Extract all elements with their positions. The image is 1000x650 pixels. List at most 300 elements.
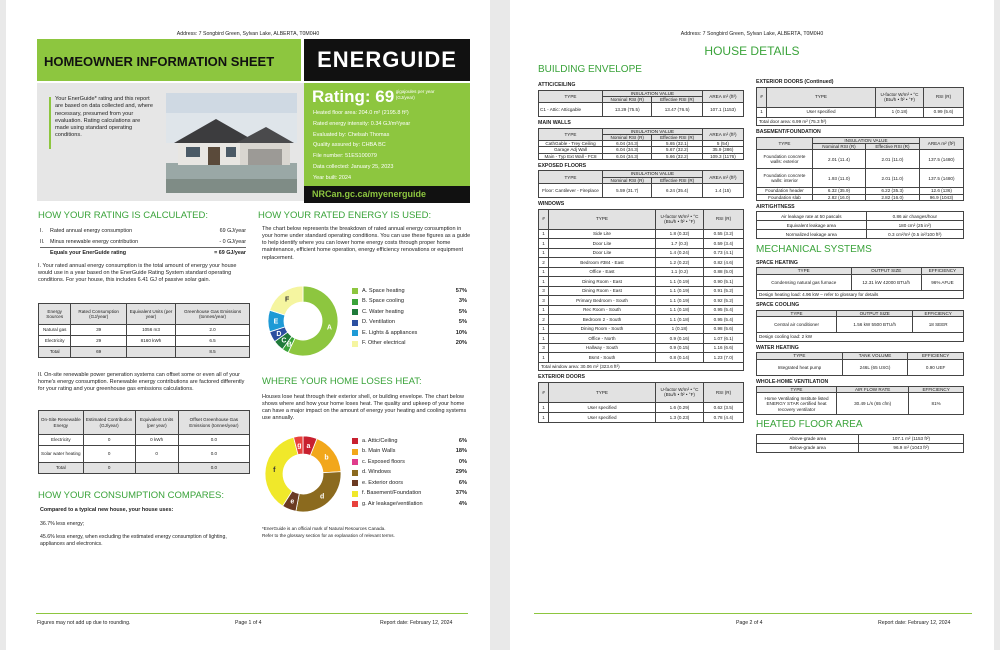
cell: 0.62 (3.5)	[704, 402, 744, 412]
space-cooling-section: SPACE COOLING	[756, 302, 800, 309]
window-row	[539, 305, 744, 315]
footer-date: Report date: February 12, 2024	[878, 620, 951, 626]
footer-rule	[36, 613, 468, 614]
legend-label: F. Other electrical	[362, 340, 406, 347]
detail-file-number: File number: 51ES100079	[313, 153, 377, 160]
page-2	[510, 0, 994, 650]
cell: 12.6 (136)	[919, 188, 963, 194]
th-rsi: RSI (R)	[704, 209, 744, 229]
cell: Hallway - South	[549, 343, 656, 353]
ventilation-table	[756, 386, 964, 415]
cooling-load-note: Design cooling load: 2 kW	[756, 333, 964, 342]
legend-swatch	[352, 449, 358, 455]
calc-text: Minus renewable energy contribution	[50, 238, 139, 245]
legend-item	[352, 307, 467, 318]
cell: 1	[539, 239, 549, 249]
cell: 0.95 (5.4)	[704, 315, 744, 325]
energy-use-donut	[260, 283, 356, 359]
legend-label: A. Space heating	[362, 287, 405, 294]
legend-label: b. Main Walls	[362, 448, 396, 455]
detail-data-collected: Data collected: January 25, 2023	[313, 163, 394, 170]
cell: 1.16 (6.6)	[704, 343, 744, 353]
space-cooling-table	[756, 310, 964, 333]
th-type: TYPE	[539, 90, 603, 103]
legend-label: d. Windows	[362, 469, 391, 476]
cell: 6.32 (35.9)	[813, 188, 866, 194]
th-estimated: Estimated Contribution (GJ/year)	[83, 411, 135, 435]
cell: Foundation concrete walls: interior	[757, 169, 813, 188]
footer-page: Page 2 of 4	[736, 620, 763, 626]
cell: 29	[71, 336, 127, 347]
glossary-note: Refer to the glossary section for an explanation of relevant terms.	[262, 533, 395, 538]
footer-rounding: Figures may not add up due to rounding.	[37, 620, 131, 626]
cell: 0.90 UEF	[908, 359, 964, 375]
cell: Below-grade area	[757, 443, 859, 452]
cell: 0.3 cm²/m² (0.5 in²/100 ft²)	[866, 230, 963, 239]
calc-num: II.	[40, 238, 45, 245]
cell: 1	[539, 248, 549, 258]
th-type: TYPE	[539, 128, 603, 141]
cell: 1	[539, 402, 549, 412]
cell: 109.3 (1176)	[702, 153, 743, 159]
legend-item	[352, 297, 467, 308]
th-output: OUTPUT SIZE	[851, 268, 921, 274]
cell: Central air conditioner	[757, 317, 837, 333]
th-onsite: On-Site Renewable Energy	[39, 411, 84, 435]
th-type: TYPE	[757, 353, 843, 359]
calc-text: Rated annual energy consumption	[50, 228, 133, 234]
cell: 0.91 (5.2)	[704, 286, 744, 296]
cell: Side Lite	[549, 229, 656, 239]
cell: Foundation concrete walls: exterior	[757, 150, 813, 169]
cell: 1.1 (0.18)	[656, 315, 704, 325]
cell: Rec Room - South	[549, 305, 656, 315]
table-row	[757, 230, 964, 239]
cell: 137.5 (1480)	[919, 169, 963, 188]
legend-item	[352, 457, 467, 468]
cell: 1.2 (0.22)	[656, 258, 704, 268]
cell: 2.82 (16.0)	[813, 194, 866, 200]
legend-swatch	[352, 491, 358, 497]
cell: 0.98 (5.6)	[704, 324, 744, 334]
house-photo	[166, 93, 297, 193]
used-para: The chart below represents the breakdown of rated annual energy consumption in your home under standard operating conditions. You can use these figures as a guide to help identify where you can lower home energy costs through proper home maintenance, efficient home operation, energy efficiency renovations or equipment replacement.	[262, 226, 471, 261]
cell: Natural gas	[39, 325, 71, 336]
window-row	[539, 267, 744, 277]
energuide-logo: ENERGUIDE	[304, 39, 470, 81]
heat-loss-legend	[352, 436, 467, 510]
legend-swatch	[352, 480, 358, 486]
th-num: #	[757, 87, 767, 107]
legend-value: 0%	[458, 458, 467, 465]
th-output: OUTPUT SIZE	[837, 310, 913, 316]
legend-value: 37%	[455, 490, 467, 497]
cell: 3	[539, 296, 549, 306]
legend-swatch	[352, 299, 358, 305]
th-ufactor: U-factor W/m² • °C (Btu/h • ft² • °F)	[656, 209, 704, 229]
cell: Office - North	[549, 334, 656, 344]
legend-value: 4%	[458, 500, 467, 507]
legend-item	[352, 436, 467, 447]
th-energy-sources: Energy Sources	[39, 304, 71, 325]
detail-year-built: Year built: 2024	[313, 174, 352, 181]
table-row	[539, 184, 744, 198]
window-row	[539, 343, 744, 353]
cell: 1.1 (0.19)	[656, 286, 704, 296]
calc-para-1: I. Your rated annual energy consumption is the total amount of energy your house would use in a year based on the EnerGuide Rating System standard operating conditions. For your house, this includes 6.41 GJ of passive solar gain.	[38, 263, 237, 284]
basement-section: BASEMENT/FOUNDATION	[756, 129, 821, 136]
window-row	[539, 239, 744, 249]
doors-continued-table	[756, 87, 964, 118]
cell: 1.1 (0.19)	[656, 296, 704, 306]
legend-value: 5%	[458, 308, 467, 315]
th-insulation: INSULATION VALUE	[603, 90, 703, 96]
donut-label-a: a	[306, 443, 311, 451]
windows-table	[538, 209, 744, 363]
cell: Equivalent leakage area	[757, 221, 867, 230]
table-row	[539, 412, 744, 422]
cell: 3	[539, 286, 549, 296]
legend-swatch	[352, 470, 358, 476]
calc-lines	[40, 226, 246, 259]
donut-label-C: C	[281, 337, 287, 345]
cell: 0.82 (4.6)	[704, 258, 744, 268]
windows-total: Total window area: 30.06 m² (323.6 ft²)	[538, 363, 744, 372]
doors-section: EXTERIOR DOORS	[538, 374, 585, 381]
cell: 96.9 (1043)	[919, 194, 963, 200]
donut-label-F: F	[284, 296, 290, 304]
cell	[135, 463, 178, 474]
cell: 180 cm² (25 in²)	[866, 221, 963, 230]
calc-val: - 0 GJ/year	[219, 238, 246, 245]
cell: 0.95 (5.4)	[704, 305, 744, 315]
ventilation-section: WHOLE-HOME VENTILATION	[756, 378, 829, 385]
cell: 96% AFUE	[921, 274, 963, 290]
cell: Air leakage rate at 50 pascals	[757, 212, 867, 221]
cell: 1 (0.18)	[876, 107, 924, 117]
cell: C1 - Attic: Atticgable	[539, 103, 603, 117]
intro-text: Your EnerGuide* rating and this report are based on data collected and, where necessary, presumed from your evaluation. Rating calculations are made using standard operating conditions.	[55, 96, 153, 139]
cell: 0.99 (5.6)	[924, 107, 964, 117]
cell: 1.93 (11.0)	[813, 169, 866, 188]
cell: 3	[539, 343, 549, 353]
rating-unit: gigajoules per year (GJ/year)	[395, 89, 435, 100]
cell: CathGable - Trey Ceiling	[539, 141, 603, 147]
cell: 1.1 (0.19)	[656, 277, 704, 287]
cell: 2.01 (11.0)	[865, 169, 919, 188]
th-efficiency: EFFICIENCY	[921, 268, 963, 274]
legend-value: 6%	[458, 479, 467, 486]
cell: 0.86 air changes/hour	[866, 212, 963, 221]
cell: 5.59 (31.7)	[603, 184, 652, 198]
legend-item	[352, 468, 467, 479]
calc-val: = 69 GJ/year	[214, 250, 246, 256]
th-offset: Offset Greenhouse Gas Emissions (tonnes/year)	[178, 411, 249, 435]
th-efficiency: EFFICIENCY	[913, 310, 964, 316]
cell: 246L (65 USG)	[842, 359, 907, 375]
cell: 1	[539, 277, 549, 287]
cell: Door Lite	[549, 239, 656, 249]
space-heating-table	[756, 267, 964, 290]
cell: Condensing natural gas furnace	[757, 274, 852, 290]
th-insulation: INSULATION VALUE	[603, 128, 703, 134]
cell: 5.65 (32.1)	[652, 141, 702, 147]
legend-item	[352, 286, 467, 297]
legend-label: B. Space cooling	[362, 298, 404, 305]
cell: User specified	[549, 412, 656, 422]
th-type: TYPE	[549, 209, 656, 229]
legend-item	[352, 328, 467, 339]
cell: 81%	[909, 393, 964, 415]
donut-label-e: e	[290, 498, 295, 506]
legend-item	[352, 318, 467, 329]
th-type: TYPE	[539, 171, 603, 184]
footer-date: Report date: February 12, 2024	[380, 620, 453, 626]
table-row	[757, 359, 964, 375]
walls-table	[538, 128, 744, 160]
table-row	[757, 274, 964, 290]
trademark-note: *EnerGuide is an official mark of Natural Resources Canada.	[262, 526, 386, 531]
mechanical-title: MECHANICAL SYSTEMS	[756, 244, 872, 256]
cell: 0.0	[178, 446, 249, 463]
compare-title: HOW YOUR CONSUMPTION COMPARES:	[38, 490, 224, 501]
cell: 1.07 (6.1)	[704, 334, 744, 344]
th-nominal: Nominal RSI (R)	[603, 134, 652, 140]
calc-text: Equals your EnerGuide rating	[50, 250, 127, 256]
basement-table	[756, 137, 964, 201]
legend-swatch	[352, 330, 358, 336]
cell: 1.4 (15)	[702, 184, 743, 198]
rating-details	[313, 108, 410, 184]
address: Address: 7 Songbird Green, Sylvan Lake, ALBERTA, T0M0H0	[176, 31, 320, 37]
legend-value: 10%	[455, 329, 467, 336]
th-nominal: Nominal RSI (R)	[603, 177, 652, 183]
legend-swatch	[352, 288, 358, 294]
intro-accent	[49, 97, 51, 149]
cell: Primary Bedroom - South	[549, 296, 656, 306]
legend-item	[352, 499, 467, 510]
cell: Bsmt - South	[549, 353, 656, 363]
detail-intensity: Rated energy intensity: 0.34 GJ/m²/year	[313, 120, 411, 127]
cell: 18 SEER	[913, 317, 964, 333]
legend-value: 18%	[455, 448, 467, 455]
table-row	[757, 434, 964, 443]
donut-label-f: f	[273, 466, 276, 474]
attic-table	[538, 90, 744, 118]
th-nominal: Nominal RSI (R)	[603, 96, 652, 102]
legend-swatch	[352, 501, 358, 507]
systems-column	[756, 79, 964, 453]
cell: 96.9 m² (1043 ft²)	[859, 443, 964, 452]
calc-para-2: II. On-site renewable power generation systems can offset some or even all of your home's energy consumption. Renewable energy contributions are factored differently for your rating and your greenhouse gas emissions calculations.	[38, 372, 245, 393]
table-row	[39, 463, 250, 474]
cell: 1056 m3	[126, 325, 175, 336]
doors-table	[538, 382, 744, 423]
table-row	[757, 194, 964, 200]
cell: 2.01 (11.4)	[813, 150, 866, 169]
table-row	[757, 169, 964, 188]
cell: Electricity	[39, 336, 71, 347]
cell: 1	[757, 107, 767, 117]
th-ufactor: U-factor W/m² • °C (Btu/h • ft² • °F)	[656, 382, 704, 402]
cell: 1.1 (0.2)	[656, 267, 704, 277]
legend-swatch	[352, 320, 358, 326]
cell: Door Lite	[549, 248, 656, 258]
cell: 6.04 (34.3)	[603, 153, 652, 159]
energy-use-legend	[352, 286, 467, 349]
cell: Dining Room - East	[549, 286, 656, 296]
water-heating-table	[756, 352, 964, 375]
compare-line-1: 36.7% less energy;	[40, 521, 85, 527]
cell: 1	[539, 353, 549, 363]
cell: Foundation header	[757, 188, 813, 194]
cell: 0.90 (5.1)	[704, 277, 744, 287]
cell: 0.59 (3.4)	[704, 239, 744, 249]
legend-label: g. Air leakage/ventilation	[362, 500, 423, 507]
cell: 1.8 (0.32)	[656, 229, 704, 239]
donut-slice-d	[296, 472, 341, 512]
cell: 1	[539, 412, 549, 422]
cell: Dining Room - East	[549, 277, 656, 287]
window-row	[539, 334, 744, 344]
cell: 0	[135, 446, 178, 463]
window-row	[539, 324, 744, 334]
th-insulation: INSULATION VALUE	[813, 137, 920, 143]
calc-line	[40, 226, 246, 237]
cell: 107.1 (1153)	[702, 103, 743, 117]
envelope-title: BUILDING ENVELOPE	[538, 64, 642, 75]
renewable-table	[38, 410, 250, 474]
cell: 1	[539, 267, 549, 277]
cell: 0.8 (0.14)	[656, 353, 704, 363]
address: Address: 7 Songbird Green, Sylvan Lake, ALBERTA, T0M0H0	[680, 31, 824, 37]
cell: 1	[539, 334, 549, 344]
window-row	[539, 248, 744, 258]
cell: 35.9 (386)	[702, 147, 743, 153]
th-type: TYPE	[757, 268, 852, 274]
water-heating-section: WATER HEATING	[756, 344, 799, 351]
heated-floor-table	[756, 434, 964, 453]
legend-swatch	[352, 459, 358, 465]
legend-value: 29%	[455, 469, 467, 476]
cell	[126, 347, 175, 358]
legend-swatch	[352, 309, 358, 315]
doors-total: Total door area: 6.99 m² (75.3 ft²)	[756, 118, 964, 127]
th-efficiency: EFFICIENCY	[909, 387, 964, 393]
cell: Total	[39, 347, 71, 358]
th-type: TYPE	[767, 87, 876, 107]
cell: 6.04 (34.3)	[603, 141, 652, 147]
th-insulation: INSULATION VALUE	[603, 171, 703, 177]
cell: 1.23 (7.0)	[704, 353, 744, 363]
window-row	[539, 296, 744, 306]
cell: 39	[71, 325, 127, 336]
th-type: TYPE	[757, 387, 837, 393]
cell: 1.7 (0.3)	[656, 239, 704, 249]
th-type: TYPE	[757, 310, 837, 316]
table-row	[39, 336, 250, 347]
legend-label: c. Exposed floors	[362, 458, 405, 465]
calc-val: 69 GJ/year	[219, 228, 246, 234]
cell: 0.0	[178, 435, 249, 446]
rating-value: Rating: 69	[312, 87, 395, 106]
used-title: HOW YOUR RATED ENERGY IS USED:	[258, 210, 432, 221]
cell: 1.6 (0.29)	[656, 402, 704, 412]
th-type: TYPE	[549, 382, 656, 402]
heating-load-note: Design heating load: 4.96 kW – refer to glossary for details	[756, 291, 964, 300]
cell: 0.9 (0.16)	[656, 334, 704, 344]
window-row	[539, 277, 744, 287]
legend-item	[352, 339, 467, 350]
donut-label-D: D	[276, 330, 282, 338]
legend-label: E. Lights & appliances	[362, 329, 418, 336]
donut-label-A: A	[326, 324, 332, 332]
cell: 1.4 (0.24)	[656, 248, 704, 258]
th-num: #	[539, 209, 549, 229]
table-row	[39, 435, 250, 446]
th-ghg: Greenhouse Gas Emissions (tonnes/year)	[176, 304, 250, 325]
cell: Integrated heat pump	[757, 359, 843, 375]
table-row	[39, 325, 250, 336]
legend-value: 5%	[458, 319, 467, 326]
th-type: TYPE	[757, 137, 813, 150]
cell: 13.47 (76.5)	[652, 103, 702, 117]
cell: 2.01 (11.0)	[865, 150, 919, 169]
legend-item	[352, 489, 467, 500]
table-row	[757, 317, 964, 333]
floors-table	[538, 170, 744, 198]
cell: 0	[83, 463, 135, 474]
legend-item	[352, 447, 467, 458]
window-row	[539, 258, 744, 268]
th-area: AREA m² (ft²)	[702, 128, 743, 141]
window-row	[539, 229, 744, 239]
table-row	[539, 103, 744, 117]
compare-lead: Compared to a typical new house, your house uses:	[40, 507, 174, 513]
detail-quality: Quality assured by: CHBA BC	[313, 142, 386, 149]
cell: 30.49 L/s (65 cfm)	[837, 393, 909, 415]
donut-label-E: E	[273, 318, 279, 326]
cell: Dining Room - South	[549, 324, 656, 334]
cell: 137.5 (1480)	[919, 150, 963, 169]
calc-line	[40, 237, 246, 249]
th-rated-consumption: Rated Consumption (GJ/year)	[71, 304, 127, 325]
window-row	[539, 315, 744, 325]
cell: Floor: Cantilever - Fireplace	[539, 184, 603, 198]
compare-line-2: 45.6% less energy, when excluding the estimated energy consumption of lighting, appliances and electronics.	[40, 534, 227, 547]
cell: Normalized leakage area	[757, 230, 867, 239]
cell: 12.31 kW 42000 BTU/h	[851, 274, 921, 290]
legend-value: 6%	[458, 437, 467, 444]
table-row	[539, 402, 744, 412]
cell: 1	[539, 229, 549, 239]
cell: 0.88 (5.0)	[704, 267, 744, 277]
cell: 2	[539, 258, 549, 268]
cell: 0	[83, 435, 135, 446]
cell: Foundation slab	[757, 194, 813, 200]
nrcan-link[interactable]: NRCan.gc.ca/myenerguide	[312, 189, 427, 199]
donut-label-g: g	[297, 442, 302, 450]
loses-title: WHERE YOUR HOME LOSES HEAT:	[262, 376, 422, 387]
th-area: AREA m² (ft²)	[919, 137, 963, 150]
donut-label-b: b	[324, 454, 329, 462]
donut-label-d: d	[320, 493, 325, 501]
legend-label: f. Basement/Foundation	[362, 490, 422, 497]
th-effective: Effective RSI (R)	[652, 96, 702, 102]
cell: 2.0	[176, 325, 250, 336]
donut-label-B: B	[286, 341, 292, 349]
cell: Electricity	[39, 435, 84, 446]
